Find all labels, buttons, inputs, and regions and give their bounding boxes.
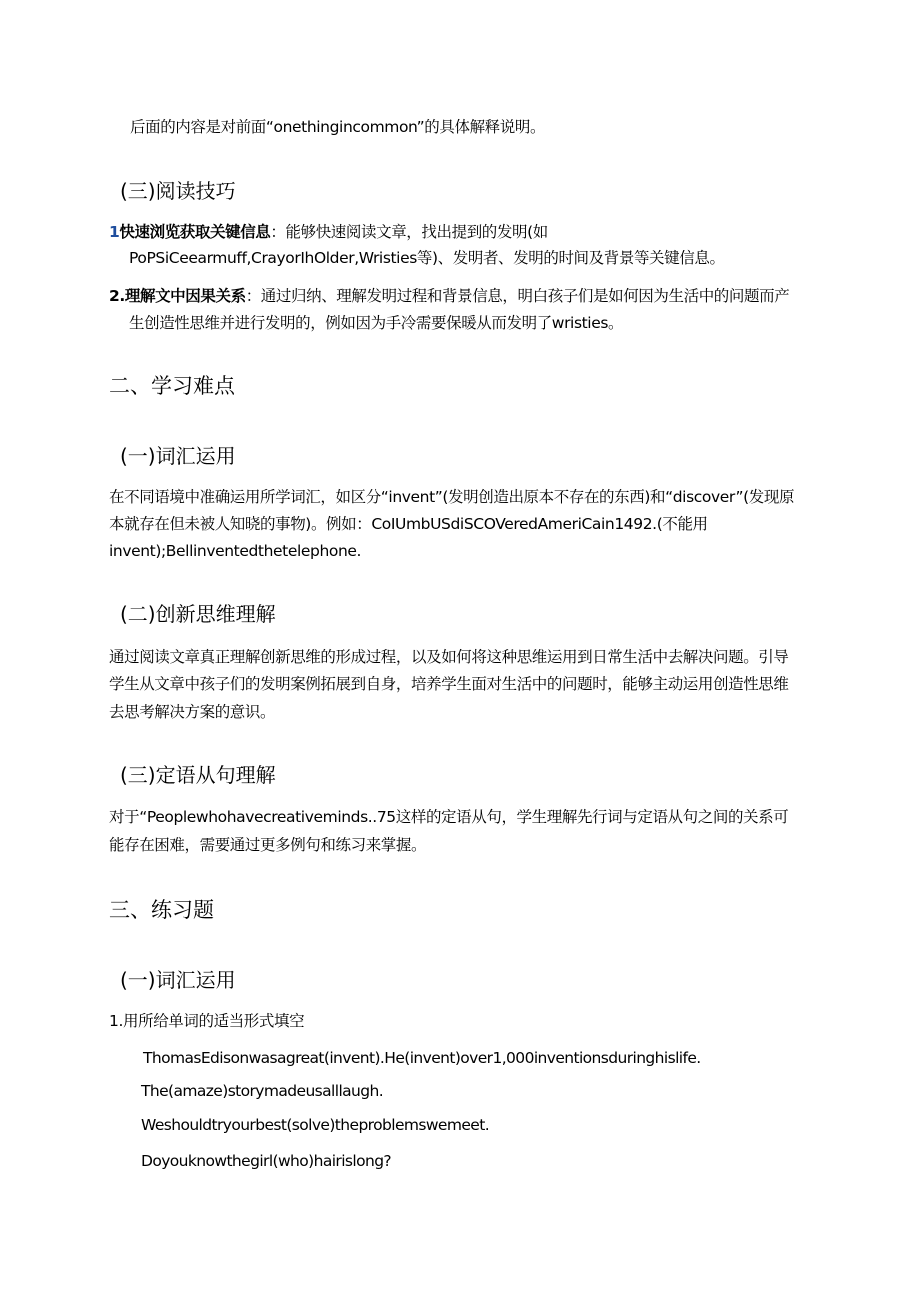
creative-heading: (二)创新思维理解	[120, 602, 276, 626]
skill-2-number: 2.	[109, 287, 125, 305]
skill-1-number: 1	[109, 223, 120, 241]
creative-line-1: 通过阅读文章真正理解创新思维的形成过程，以及如何将这种思维运用到日常生活中去解决问题。引导	[109, 648, 789, 666]
clause-line-1: 对于“Peoplewhohavecreativeminds..75这样的定语从句，学生理解先行词与定语从句之间的关系可	[109, 808, 789, 826]
vocab-line-2: 本就存在但未被人知晓的事物)。例如：CoIUmbUSdiSCOVeredAmeriCain1492.(不能用	[109, 515, 708, 533]
reading-skills-heading: (三)阅读技巧	[120, 179, 236, 203]
exercise-item-2: The(amaze)storymadeusalllaugh.	[141, 1082, 384, 1100]
exercise-vocab-heading: (一)词汇运用	[120, 968, 236, 992]
clause-line-2: 能存在困难，需要通过更多例句和练习来掌握。	[109, 836, 427, 854]
exercises-heading: 三、练习题	[109, 898, 214, 922]
skill-1-continuation: PoPSiCeearmuff,CrayorIhOlder,Wristies等)、发明者、发明的时间及背景等关键信息。	[129, 249, 725, 267]
exercise-instruction: 1.用所给单词的适当形式填空	[109, 1012, 305, 1030]
skill-2-continuation: 生创造性思维并进行发明的，例如因为手冷需要保暖从而发明了wristies。	[129, 314, 624, 332]
difficulties-heading: 二、学习难点	[109, 374, 235, 398]
skill-1-title: 快速浏览获取关键信息	[119, 223, 271, 241]
skill-2-text: ：通过归纳、理解发明过程和背景信息，明白孩子们是如何因为生活中的问题而产	[245, 287, 790, 305]
skill-2-title: 理解文中因果关系	[124, 287, 246, 305]
exercise-item-1: ThomasEdisonwasagreat(invent).He(invent)over1,000inventionsduringhislife.	[143, 1049, 701, 1067]
skill-1-text: ：能够快速阅读文章，找出提到的发明(如	[270, 223, 548, 241]
clause-heading: (三)定语从句理解	[120, 763, 276, 787]
creative-line-2: 学生从文章中孩子们的发明案例拓展到自身，培养学生面对生活中的问题时，能够主动运用创造性思维	[109, 675, 789, 693]
skill-item-1	[109, 222, 548, 242]
vocab-line-3: invent);Bellinventedthetelephone.	[109, 542, 362, 560]
vocab-heading: (一)词汇运用	[120, 444, 236, 468]
exercise-item-4: Doyouknowthegirl(who)hairislong?	[141, 1152, 392, 1170]
exercise-item-3: Weshouldtryourbest(solve)theproblemswemeet.	[141, 1116, 490, 1134]
vocab-line-1: 在不同语境中准确运用所学词汇，如区分“invent”(发明创造出原本不存在的东西)和“discover”(发现原	[109, 488, 795, 506]
skill-item-2	[109, 286, 789, 306]
creative-line-3: 去思考解决方案的意识。	[109, 703, 276, 721]
intro-line: 后面的内容是对前面“onethingincommon”的具体解释说明。	[130, 118, 546, 136]
